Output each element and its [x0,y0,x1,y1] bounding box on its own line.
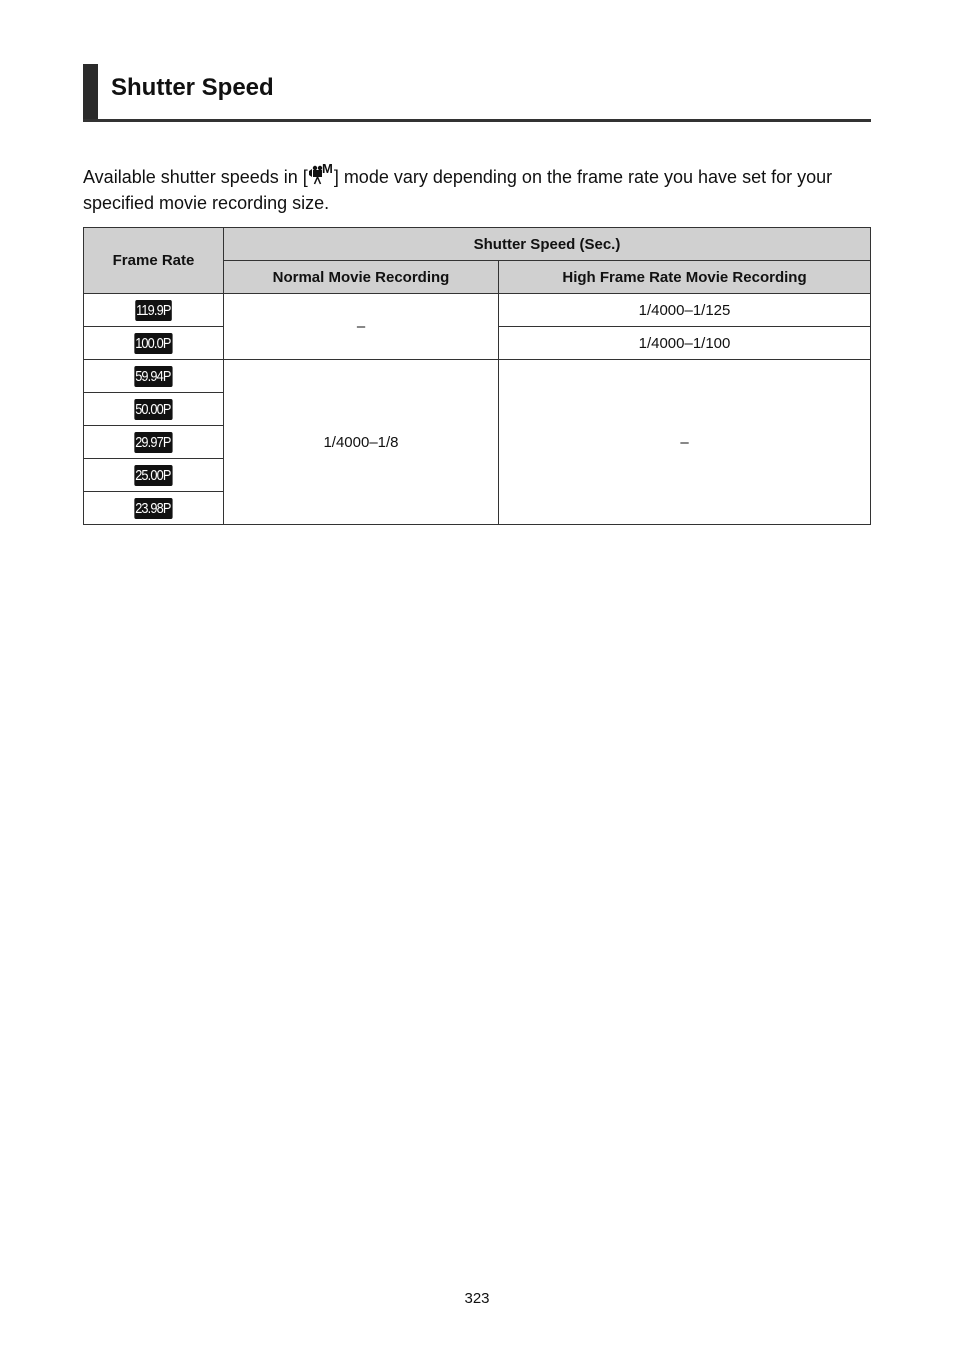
header-frame-rate: Frame Rate [84,228,224,294]
intro-paragraph [83,162,873,215]
frame-rate-badge: 50.00P [135,400,171,418]
header-shutter-speed: Shutter Speed (Sec.) [224,228,871,261]
frame-rate-badge: 100.0P [135,334,171,352]
frame-rate-cell [84,360,224,393]
frame-rate-badge: 59.94P [135,367,171,385]
frame-rate-cell [84,426,224,459]
hfr-speed-cell: 1/4000–1/125 [499,294,871,327]
section-title: Shutter Speed [111,74,274,101]
intro-text-before: Available shutter speeds in [ [83,167,308,187]
table-row [84,360,871,393]
page-number: 323 [464,1290,490,1307]
section-marker-bar [83,64,98,119]
frame-rate-badge: 25.00P [135,466,171,484]
svg-text:M: M [321,162,333,176]
shutter-speed-table [83,227,871,525]
frame-rate-badge: 29.97P [135,433,171,451]
table-row [84,294,871,327]
frame-rate-cell [84,459,224,492]
normal-speed-cell: 1/4000–1/8 [224,360,499,525]
movie-manual-mode-icon [308,162,334,192]
frame-rate-cell [84,294,224,327]
section-header [83,64,871,122]
header-normal-movie-recording: Normal Movie Recording [224,261,499,294]
intro-text-after: ] mode vary depending on the frame rate you have set for your specified movie recording size. [83,167,833,213]
hfr-speed-cell: – [499,360,871,525]
frame-rate-badge: 119.9P [135,301,171,319]
hfr-speed-cell: 1/4000–1/100 [499,327,871,360]
normal-speed-cell: – [224,294,499,360]
frame-rate-cell [84,393,224,426]
header-high-frame-rate-recording: High Frame Rate Movie Recording [499,261,871,294]
frame-rate-cell [84,327,224,360]
frame-rate-badge: 23.98P [135,499,171,517]
frame-rate-cell [84,492,224,525]
